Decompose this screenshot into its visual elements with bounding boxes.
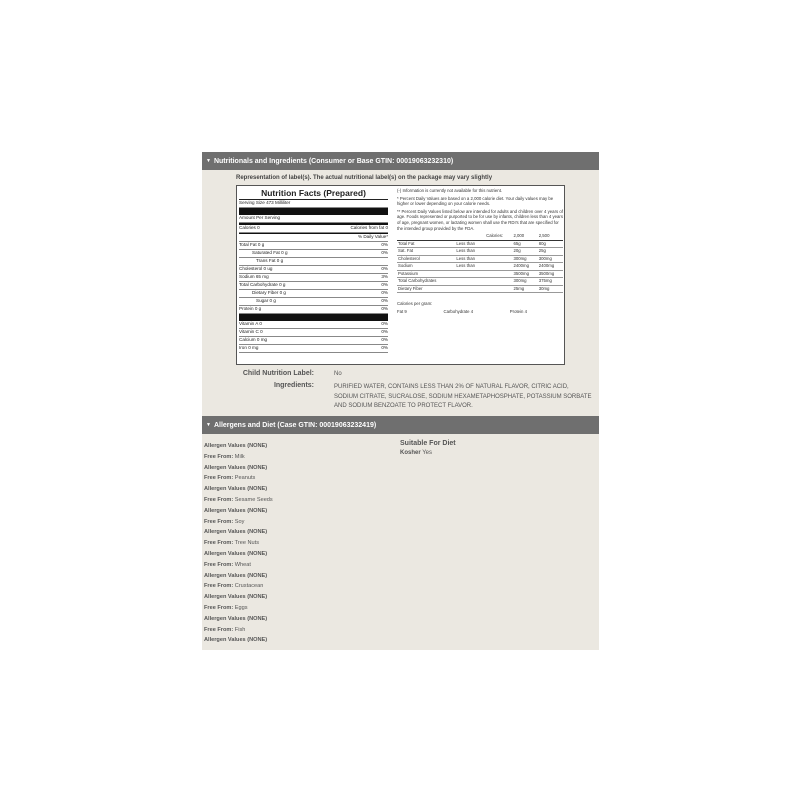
allergen-values-label: Allergen Values (NONE) — [204, 594, 268, 601]
allergen-values-label: Allergen Values (NONE) — [204, 464, 268, 471]
daily-values-table — [397, 233, 563, 293]
vitamin-row — [239, 321, 388, 329]
dv-qualifier: Less than — [455, 255, 485, 263]
suitable-for-diet — [400, 440, 456, 456]
calories-per-gram-values — [397, 309, 527, 315]
dv-header-row — [397, 233, 563, 240]
nutrient-label: Sugar 0 g — [256, 298, 276, 303]
serving-size-row — [239, 200, 388, 208]
nutrient-label: Saturated Fat 0 g — [252, 250, 288, 255]
allergen-values-label: Allergen Values (NONE) — [204, 529, 268, 536]
nutrition-facts-panel — [239, 188, 388, 353]
allergen-values-label: Allergen Values (NONE) — [204, 443, 268, 449]
free-from-row — [204, 452, 394, 463]
free-from-row — [204, 473, 394, 484]
dv-value-2500: 80g — [538, 240, 563, 248]
footnote-daily-values: * Percent Daily Values are based on a 2,000 calorie diet. Your daily values may be higher or lower depending on your calorie needs. — [397, 195, 554, 207]
serving-size: Serving Size 473 Milliliter — [239, 200, 291, 205]
dv-row — [397, 285, 563, 293]
nutrient-percent: 0% — [381, 306, 388, 311]
nutrient-percent: 0% — [381, 298, 388, 303]
dv-value-2000: 25mg — [512, 285, 537, 293]
dv-header-cell: 2,500 — [538, 233, 563, 240]
daily-value-header-row — [239, 234, 388, 242]
nutrition-footnotes — [397, 188, 563, 314]
dv-qualifier: Less than — [455, 240, 485, 248]
amount-per-serving: Amount Per Serving — [239, 215, 281, 220]
vitamin-row — [239, 329, 388, 337]
vitamin-percent: 0% — [381, 321, 388, 326]
dv-row — [397, 270, 563, 278]
nutrition-facts-label — [236, 185, 565, 365]
nutrient-row — [239, 274, 388, 282]
free-from-label: Free From: — [204, 540, 234, 547]
free-from-label: Free From: — [204, 604, 234, 611]
free-from-value: Milk — [234, 453, 245, 460]
free-from-label: Free From: — [204, 518, 234, 525]
nutritionals-section-header[interactable] — [202, 152, 599, 170]
dv-header-cell — [455, 233, 485, 240]
nutrient-rows — [239, 242, 388, 314]
dv-spacer — [485, 270, 512, 278]
dv-qualifier: Less than — [455, 263, 485, 271]
free-from-value: Sesame Seeds — [234, 496, 273, 503]
dv-header-cell — [397, 233, 455, 240]
nutrient-row — [239, 242, 388, 250]
allergen-values-label: Allergen Values (NONE) — [204, 486, 268, 493]
allergen-values-label: Allergen Values (NONE) — [204, 572, 268, 579]
nutrient-label: Dietary Fiber 0 g — [252, 290, 286, 295]
dv-spacer — [485, 255, 512, 263]
nutrient-row — [239, 306, 388, 314]
vitamin-label: Calcium 0 mg — [239, 337, 268, 342]
nutrient-label: Total Carbohydrate 0 g — [239, 282, 286, 287]
carb-calories-per-gram: Carbohydrate 4 — [443, 308, 474, 314]
vitamin-percent: 0% — [381, 337, 388, 342]
vitamin-rows — [239, 321, 388, 353]
free-from-value: Crustacean — [234, 583, 264, 590]
expand-triangle-icon[interactable]: ▼ — [206, 422, 211, 428]
nutrient-percent: 0% — [381, 250, 388, 255]
nutrient-row — [239, 282, 388, 290]
calories-row — [239, 225, 388, 233]
vitamin-row — [239, 337, 388, 345]
dv-value-2500: 300mg — [538, 255, 563, 263]
dv-value-2000: 2400mg — [512, 263, 537, 271]
calories: Calories 0 — [239, 225, 260, 230]
vitamin-label: Vitamin C 0 — [239, 329, 263, 334]
free-from-row — [204, 517, 394, 528]
dv-row — [397, 248, 563, 256]
fat-calories-per-gram: Fat 9 — [397, 308, 407, 314]
nutrient-row — [239, 258, 388, 266]
free-from-row — [204, 581, 394, 592]
nutrient-row — [239, 298, 388, 306]
dv-value-2500: 30mg — [538, 285, 563, 293]
kosher-value: Yes — [422, 450, 433, 456]
amount-per-serving-row — [239, 215, 388, 223]
allergen-values-label: Allergen Values (NONE) — [204, 507, 268, 514]
free-from-label: Free From: — [204, 475, 234, 482]
dv-nutrient: Total Carbohydrates — [397, 278, 455, 286]
dv-value-2000: 20g — [512, 248, 537, 256]
dv-qualifier — [455, 285, 485, 293]
protein-calories-per-gram: Protein 4 — [509, 308, 527, 314]
free-from-row — [204, 495, 394, 506]
free-from-value: Tree Nuts — [234, 540, 260, 547]
dv-value-2000: 65g — [512, 240, 537, 248]
allergen-values-label: Allergen Values (NONE) — [204, 615, 268, 622]
child-nutrition-value: No — [334, 371, 342, 377]
dv-nutrient: Total Fat — [397, 240, 455, 248]
child-nutrition-label: Child Nutrition Label: — [242, 370, 314, 377]
nutrient-percent: 3% — [381, 274, 388, 279]
dv-nutrient: Cholesterol — [397, 255, 455, 263]
free-from-label: Free From: — [204, 561, 234, 568]
dv-header-cell: Calories: — [485, 233, 512, 240]
allergen-values-label: Allergen Values (NONE) — [204, 550, 268, 557]
nutrient-percent: 0% — [381, 266, 388, 271]
dv-nutrient: Dietary Fiber — [397, 285, 455, 293]
allergen-values-label: Allergen Values (NONE) — [204, 637, 268, 644]
dv-row — [397, 278, 563, 286]
dv-nutrient: Sat. Fat — [397, 248, 455, 256]
free-from-value: Wheat — [234, 561, 251, 568]
nutrient-percent: 0% — [381, 282, 388, 287]
free-from-row — [204, 603, 394, 614]
free-from-value: Fish — [234, 626, 246, 633]
calories-from-fat: Calories from fat 0 — [350, 225, 388, 230]
nutrition-facts-title: Nutrition Facts (Prepared) — [239, 188, 388, 200]
dv-spacer — [485, 240, 512, 248]
dv-value-2000: 300mg — [512, 255, 537, 263]
vitamin-percent: 0% — [381, 345, 388, 350]
free-from-value: Eggs — [234, 604, 248, 611]
free-from-row — [204, 560, 394, 571]
dv-value-2500: 25g — [538, 248, 563, 256]
representation-note: Representation of label(s). The actual nutritional label(s) on the package may vary slightly — [236, 175, 493, 181]
kosher-row — [400, 450, 456, 456]
nutrient-label: Sodium 65 mg — [239, 274, 269, 279]
dv-row — [397, 240, 563, 248]
dv-value-2500: 2400mg — [538, 263, 563, 271]
nutrient-row — [239, 290, 388, 298]
free-from-label: Free From: — [204, 583, 234, 590]
free-from-label: Free From: — [204, 453, 234, 460]
expand-triangle-icon[interactable]: ▼ — [206, 158, 211, 164]
nutrient-label: Cholesterol 0 ug — [239, 266, 273, 271]
dv-value-2500: 3500mg — [538, 270, 563, 278]
nutrient-percent: 0% — [381, 290, 388, 295]
dv-row — [397, 255, 563, 263]
free-from-row — [204, 625, 394, 636]
nutrient-row — [239, 250, 388, 258]
nutrient-percent: 0% — [381, 242, 388, 247]
free-from-row — [204, 538, 394, 549]
dv-qualifier — [455, 270, 485, 278]
footnote-unavailable: (-) Information is currently not available for this nutrient. — [397, 188, 503, 193]
dv-qualifier: Less than — [455, 248, 485, 256]
vitamin-label: Vitamin A 0 — [239, 321, 262, 326]
daily-value-header: % Daily Value* — [357, 234, 388, 239]
ingredients-label: Ingredients: — [273, 382, 314, 389]
nutrient-label: Total Fat 0 g — [239, 242, 265, 247]
dv-value-2000: 300mg — [512, 278, 537, 286]
vitamin-percent: 0% — [381, 329, 388, 334]
dv-value-2000: 3500mg — [512, 270, 537, 278]
free-from-label: Free From: — [204, 626, 234, 633]
dv-header-cell: 2,000 — [512, 233, 537, 240]
calories-per-gram-label: Calories per gram: — [397, 301, 433, 307]
divider-bar — [239, 208, 388, 215]
allergens-section-title: Allergens and Diet (Case GTIN: 00019063232419) — [213, 422, 377, 429]
ingredients-value: PURIFIED WATER, CONTAINS LESS THAN 2% OF NATURAL FLAVOR, CITRIC ACID, SODIUM CITRATE, SUCRALOSE, SODIUM HEXAMETAPHOSPHATE, POTASSIUM SORBATE AND SODIUM BENZOATE TO PROTECT FLAVOR. — [334, 384, 592, 409]
dv-spacer — [485, 285, 512, 293]
diet-title: Suitable For Diet — [400, 440, 456, 447]
dv-spacer — [485, 278, 512, 286]
nutrient-label: Protein 0 g — [239, 306, 262, 311]
allergens-section-header[interactable] — [202, 416, 599, 434]
dv-nutrient: Sodium — [397, 263, 455, 271]
divider-bar — [239, 314, 388, 321]
dv-spacer — [485, 263, 512, 271]
nutrient-row — [239, 266, 388, 274]
allergen-list — [204, 441, 394, 646]
free-from-label: Free From: — [204, 496, 234, 503]
product-info-panel — [202, 152, 599, 650]
nutritionals-section-title: Nutritionals and Ingredients (Consumer or Base GTIN: 00019063232310) — [213, 158, 454, 165]
footnote-rdi: ** Percent Daily Values listed below are intended for adults and children over 4 years of age. Foods represented or purported to be for use by infants, children less than 4 years of age, pregnant women, or lactating women shall use the RDI's that are specified for the intended group provided by the FDA. — [397, 208, 564, 231]
dv-value-2500: 375mg — [538, 278, 563, 286]
dv-nutrient: Potassium — [397, 270, 455, 278]
vitamin-label: Iron 0 mg — [239, 345, 259, 350]
free-from-value: Peanuts — [234, 475, 256, 482]
vitamin-row — [239, 345, 388, 353]
dv-row — [397, 263, 563, 271]
free-from-value: Soy — [234, 518, 245, 525]
dv-spacer — [485, 248, 512, 256]
kosher-label: Kosher — [400, 450, 421, 456]
nutrient-label: Trans Fat 0 g — [256, 258, 284, 263]
dv-qualifier — [455, 278, 485, 286]
